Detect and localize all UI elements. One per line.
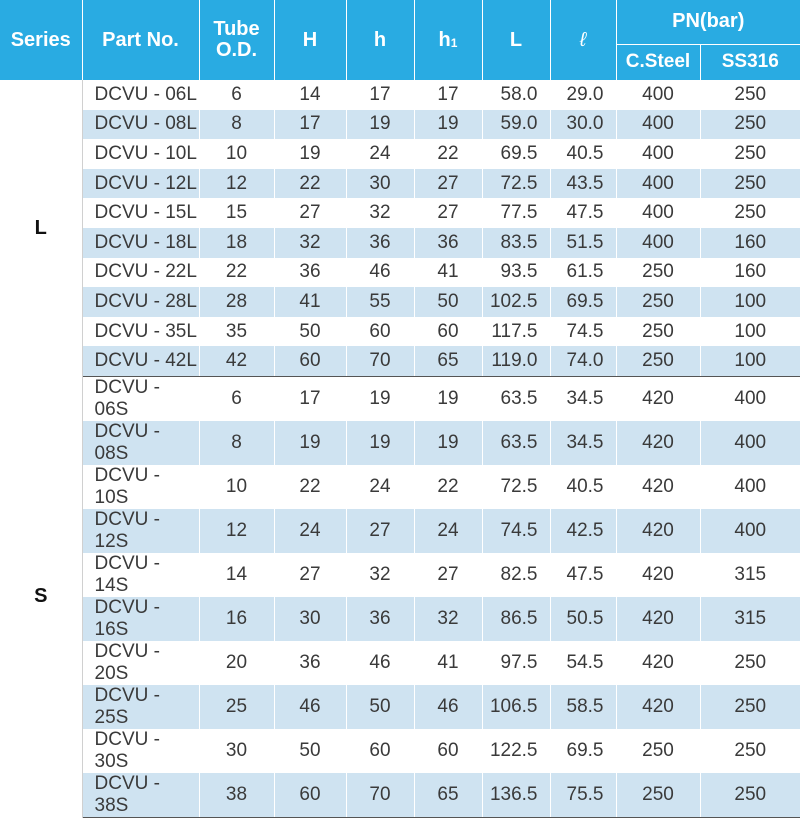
cell-dim-H: 22 [274,169,346,199]
cell-dim-ell: 30.0 [550,110,616,140]
cell-pn-c-steel: 250 [616,773,700,818]
header-tube-od-line1: Tube [213,18,260,40]
cell-dim-H: 30 [274,597,346,641]
cell-pn-c-steel: 250 [616,287,700,317]
cell-pn-ss316: 315 [700,553,800,597]
cell-pn-ss316: 315 [700,597,800,641]
cell-dim-ell: 29.0 [550,80,616,110]
cell-dim-ell: 74.0 [550,346,616,376]
cell-pn-c-steel: 400 [616,198,700,228]
cell-dim-h1: 41 [414,258,482,288]
cell-tube-od: 14 [199,553,274,597]
cell-pn-c-steel: 420 [616,685,700,729]
cell-tube-od: 6 [199,376,274,421]
cell-pn-c-steel: 420 [616,421,700,465]
cell-part-no: DCVU - 12S [82,509,199,553]
cell-dim-L: 72.5 [482,169,550,199]
cell-part-no: DCVU - 42L [82,346,199,376]
cell-dim-h: 55 [346,287,414,317]
cell-pn-c-steel: 420 [616,509,700,553]
cell-part-no: DCVU - 25S [82,685,199,729]
table-row [0,228,800,258]
header-c-steel: C.Steel [616,44,700,80]
table-row [0,198,800,228]
cell-dim-L: 122.5 [482,729,550,773]
cell-pn-c-steel: 250 [616,258,700,288]
cell-dim-h: 70 [346,773,414,818]
cell-dim-h: 17 [346,80,414,110]
cell-pn-c-steel: 250 [616,729,700,773]
cell-dim-h: 36 [346,228,414,258]
cell-tube-od: 28 [199,287,274,317]
cell-dim-h: 46 [346,641,414,685]
cell-dim-h1: 24 [414,509,482,553]
header-h1 [414,0,482,80]
cell-dim-H: 60 [274,773,346,818]
cell-pn-c-steel: 250 [616,317,700,347]
cell-pn-c-steel: 400 [616,110,700,140]
header-h1-subscript: 1 [450,35,458,50]
table-row [0,169,800,199]
cell-dim-H: 27 [274,553,346,597]
cell-dim-h1: 27 [414,169,482,199]
cell-dim-H: 32 [274,228,346,258]
cell-dim-L: 102.5 [482,287,550,317]
cell-dim-L: 97.5 [482,641,550,685]
cell-dim-H: 41 [274,287,346,317]
cell-dim-h1: 65 [414,346,482,376]
cell-pn-ss316: 250 [700,198,800,228]
cell-tube-od: 12 [199,509,274,553]
header-part-no: Part No. [82,0,199,80]
cell-pn-ss316: 400 [700,376,800,421]
cell-pn-ss316: 250 [700,685,800,729]
cell-pn-c-steel: 250 [616,346,700,376]
cell-pn-ss316: 400 [700,421,800,465]
cell-dim-h1: 17 [414,80,482,110]
cell-pn-ss316: 100 [700,346,800,376]
cell-dim-H: 46 [274,685,346,729]
header-ss316: SS316 [700,44,800,80]
cell-dim-ell: 74.5 [550,317,616,347]
cell-part-no: DCVU - 30S [82,729,199,773]
cell-dim-ell: 61.5 [550,258,616,288]
table-row [0,376,800,421]
cell-pn-ss316: 400 [700,465,800,509]
table-row [0,110,800,140]
cell-dim-H: 17 [274,110,346,140]
cell-dim-ell: 58.5 [550,685,616,729]
cell-dim-h: 19 [346,110,414,140]
cell-dim-h1: 19 [414,376,482,421]
cell-dim-h1: 46 [414,685,482,729]
cell-tube-od: 25 [199,685,274,729]
cell-dim-ell: 69.5 [550,287,616,317]
series-label: S [0,376,82,817]
header-tube-od-line2: O.D. [215,39,258,61]
cell-dim-L: 82.5 [482,553,550,597]
cell-part-no: DCVU - 16S [82,597,199,641]
cell-part-no: DCVU - 10L [82,139,199,169]
cell-dim-h: 32 [346,553,414,597]
cell-dim-H: 36 [274,258,346,288]
cell-dim-h1: 41 [414,641,482,685]
table-row [0,465,800,509]
header-pn-bar: PN(bar) [616,0,800,44]
cell-dim-ell: 47.5 [550,198,616,228]
table-body [0,80,800,817]
cell-tube-od: 42 [199,346,274,376]
header-h: h [346,0,414,80]
cell-tube-od: 22 [199,258,274,288]
cell-tube-od: 6 [199,80,274,110]
cell-tube-od: 10 [199,139,274,169]
cell-dim-L: 106.5 [482,685,550,729]
cell-dim-ell: 69.5 [550,729,616,773]
table-row [0,317,800,347]
cell-dim-h: 60 [346,729,414,773]
cell-dim-h1: 36 [414,228,482,258]
cell-dim-H: 24 [274,509,346,553]
cell-dim-h1: 50 [414,287,482,317]
table-header [0,0,800,80]
cell-tube-od: 16 [199,597,274,641]
cell-part-no: DCVU - 14S [82,553,199,597]
cell-tube-od: 8 [199,421,274,465]
cell-dim-L: 58.0 [482,80,550,110]
cell-dim-L: 69.5 [482,139,550,169]
cell-dim-L: 86.5 [482,597,550,641]
cell-part-no: DCVU - 28L [82,287,199,317]
cell-pn-ss316: 160 [700,228,800,258]
cell-dim-ell: 40.5 [550,465,616,509]
cell-pn-ss316: 250 [700,773,800,818]
cell-pn-c-steel: 420 [616,597,700,641]
table-row [0,685,800,729]
cell-dim-L: 119.0 [482,346,550,376]
header-series: Series [0,0,82,80]
table-row [0,139,800,169]
cell-dim-L: 63.5 [482,421,550,465]
cell-pn-ss316: 400 [700,509,800,553]
cell-part-no: DCVU - 12L [82,169,199,199]
header-ell: ℓ [550,0,616,80]
cell-tube-od: 15 [199,198,274,228]
cell-dim-ell: 34.5 [550,421,616,465]
cell-pn-ss316: 250 [700,729,800,773]
cell-tube-od: 38 [199,773,274,818]
cell-dim-H: 50 [274,317,346,347]
cell-pn-ss316: 250 [700,110,800,140]
cell-pn-ss316: 250 [700,80,800,110]
cell-dim-h: 50 [346,685,414,729]
cell-tube-od: 18 [199,228,274,258]
cell-dim-H: 22 [274,465,346,509]
cell-dim-ell: 51.5 [550,228,616,258]
cell-dim-L: 59.0 [482,110,550,140]
cell-pn-ss316: 250 [700,139,800,169]
cell-pn-c-steel: 400 [616,139,700,169]
cell-dim-h1: 65 [414,773,482,818]
cell-pn-c-steel: 420 [616,376,700,421]
cell-dim-H: 36 [274,641,346,685]
table-row [0,346,800,376]
cell-dim-h: 27 [346,509,414,553]
table-row [0,80,800,110]
header-L: L [482,0,550,80]
cell-dim-h: 46 [346,258,414,288]
cell-dim-h: 60 [346,317,414,347]
cell-dim-L: 93.5 [482,258,550,288]
cell-dim-L: 77.5 [482,198,550,228]
cell-dim-h: 19 [346,421,414,465]
cell-part-no: DCVU - 08S [82,421,199,465]
cell-dim-L: 74.5 [482,509,550,553]
cell-dim-h1: 22 [414,139,482,169]
table-row [0,597,800,641]
cell-dim-h1: 32 [414,597,482,641]
cell-dim-h1: 19 [414,110,482,140]
cell-dim-h: 24 [346,465,414,509]
cell-dim-h1: 60 [414,317,482,347]
cell-tube-od: 30 [199,729,274,773]
cell-dim-h1: 27 [414,198,482,228]
cell-dim-ell: 42.5 [550,509,616,553]
cell-part-no: DCVU - 38S [82,773,199,818]
series-label: L [0,80,82,376]
cell-dim-H: 27 [274,198,346,228]
cell-part-no: DCVU - 20S [82,641,199,685]
cell-dim-ell: 43.5 [550,169,616,199]
cell-dim-H: 19 [274,139,346,169]
cell-dim-L: 117.5 [482,317,550,347]
cell-pn-c-steel: 400 [616,80,700,110]
cell-dim-ell: 34.5 [550,376,616,421]
cell-dim-h1: 27 [414,553,482,597]
header-tube-od [199,0,274,80]
table-row [0,729,800,773]
cell-pn-ss316: 100 [700,287,800,317]
cell-part-no: DCVU - 15L [82,198,199,228]
cell-pn-c-steel: 420 [616,465,700,509]
cell-pn-ss316: 250 [700,169,800,199]
table-row [0,509,800,553]
cell-dim-H: 19 [274,421,346,465]
header-H: H [274,0,346,80]
cell-dim-H: 17 [274,376,346,421]
cell-tube-od: 12 [199,169,274,199]
cell-tube-od: 20 [199,641,274,685]
cell-part-no: DCVU - 06L [82,80,199,110]
table-row [0,421,800,465]
cell-part-no: DCVU - 18L [82,228,199,258]
cell-pn-ss316: 160 [700,258,800,288]
cell-part-no: DCVU - 06S [82,376,199,421]
cell-dim-h1: 19 [414,421,482,465]
cell-dim-h: 70 [346,346,414,376]
cell-pn-c-steel: 420 [616,641,700,685]
cell-dim-h: 36 [346,597,414,641]
cell-dim-ell: 40.5 [550,139,616,169]
table-row [0,287,800,317]
table-row [0,641,800,685]
cell-dim-ell: 75.5 [550,773,616,818]
cell-dim-H: 14 [274,80,346,110]
cell-dim-ell: 50.5 [550,597,616,641]
table-row [0,258,800,288]
cell-part-no: DCVU - 35L [82,317,199,347]
cell-dim-L: 63.5 [482,376,550,421]
cell-tube-od: 35 [199,317,274,347]
cell-tube-od: 10 [199,465,274,509]
cell-dim-ell: 54.5 [550,641,616,685]
cell-dim-L: 136.5 [482,773,550,818]
table-row [0,553,800,597]
cell-dim-h: 30 [346,169,414,199]
cell-dim-h: 32 [346,198,414,228]
cell-pn-c-steel: 400 [616,228,700,258]
cell-dim-H: 60 [274,346,346,376]
cell-dim-h: 24 [346,139,414,169]
cell-dim-h1: 22 [414,465,482,509]
cell-dim-L: 72.5 [482,465,550,509]
cell-dim-h1: 60 [414,729,482,773]
cell-pn-c-steel: 420 [616,553,700,597]
cell-dim-L: 83.5 [482,228,550,258]
header-h1-base: h [438,28,451,51]
cell-pn-ss316: 100 [700,317,800,347]
cell-part-no: DCVU - 10S [82,465,199,509]
cell-dim-H: 50 [274,729,346,773]
cell-part-no: DCVU - 22L [82,258,199,288]
table-row [0,773,800,818]
cell-pn-c-steel: 400 [616,169,700,199]
cell-pn-ss316: 250 [700,641,800,685]
cell-dim-ell: 47.5 [550,553,616,597]
cell-part-no: DCVU - 08L [82,110,199,140]
cell-dim-h: 19 [346,376,414,421]
cell-tube-od: 8 [199,110,274,140]
